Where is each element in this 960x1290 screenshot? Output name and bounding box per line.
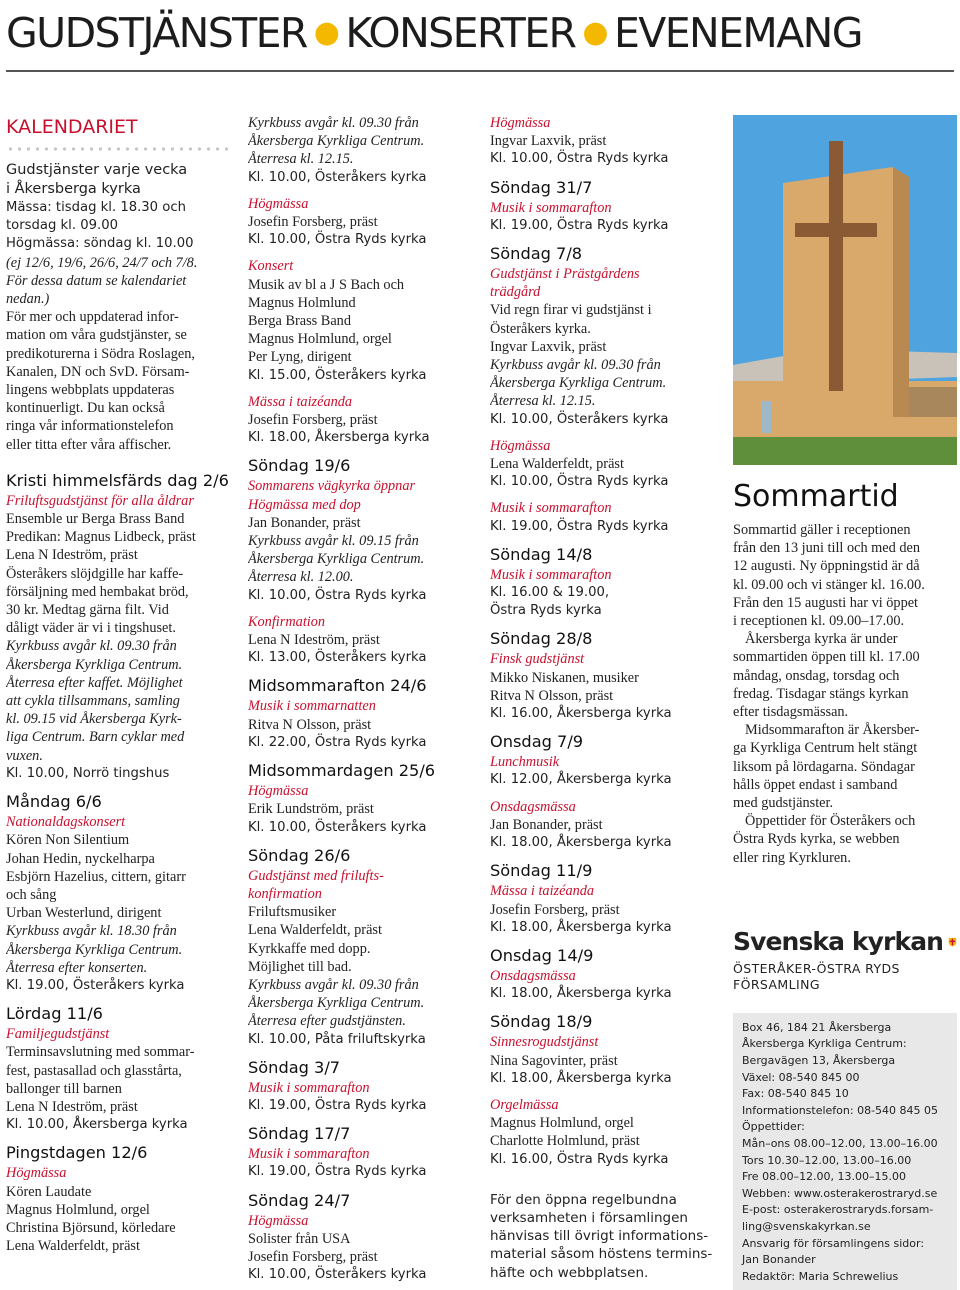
event-title: Gudstjänst i Prästgårdens (490, 266, 640, 283)
parish-name (733, 961, 957, 993)
event-title: Musik i sommarafton (248, 1079, 370, 1096)
line: kontinuerligt. Du kan också (6, 400, 165, 417)
event-title: Högmässa (248, 195, 309, 212)
line: Fax: 08-540 845 10 (742, 1087, 849, 1101)
event-detail: Ritva N Olsson, präst (490, 687, 614, 704)
weekly-services (6, 199, 232, 454)
event-detail: att cykla tillsammans, samling (6, 693, 180, 710)
event-time-place: Kl. 13.00, Österåkers kyrka (248, 650, 427, 666)
contact-box (733, 1013, 957, 1290)
event-detail: försäljning med hembakat bröd, (6, 583, 189, 600)
event-title: Onsdagsmässa (490, 967, 576, 984)
line: ga Kyrkliga Centrum helt stängt (733, 740, 918, 757)
event-time-place: Kl. 18.00, Åkersberga kyrka (248, 430, 430, 446)
event-detail: Återresa efter kaffet. Möjlighet (6, 674, 183, 691)
event-detail: Josefin Forsberg, präst (248, 214, 378, 231)
event-detail: Friluftsmusiker (248, 904, 337, 921)
event-date-heading: Onsdag 7/9 (490, 732, 584, 752)
event-entry (248, 760, 474, 837)
event-detail: Lena N Ideström, präst (248, 632, 380, 649)
email-link[interactable]: E-post: osterakerostraryds.forsam- (742, 1203, 934, 1217)
event-detail: Magnus Holmlund, orgel (6, 1201, 150, 1218)
masthead (6, 4, 956, 68)
event-entry (6, 470, 232, 783)
event-title: Orgelmässa (490, 1096, 559, 1113)
event-detail: Magnus Holmlund, orgel (490, 1115, 634, 1132)
event-title: Musik i sommarnatten (248, 698, 376, 715)
event-entry (490, 177, 716, 235)
event-detail: Jan Bonander, präst (248, 514, 361, 531)
line: För den öppna regelbundna (490, 1191, 677, 1208)
event-title: Högmässa (248, 1212, 309, 1229)
event-entry (490, 1011, 716, 1088)
line: sommartiden öppen till kl. 17.00 (733, 649, 920, 666)
event-detail: Åkersberga Kyrkliga Centrum. (490, 375, 667, 392)
weekly-services-heading (6, 161, 232, 199)
sommartid-title: Sommartid (733, 479, 899, 514)
line: torsdag kl. 09.00 (6, 218, 118, 234)
event-detail: Åkersberga Kyrkliga Centrum. (6, 941, 183, 958)
event-date-heading: Pingstdagen 12/6 (6, 1143, 148, 1163)
event-time-place: Kl. 19.00, Östra Ryds kyrka (248, 1164, 427, 1180)
event-entry (248, 393, 474, 448)
event-entry (6, 791, 232, 995)
event-date-heading: Måndag 6/6 (6, 792, 102, 812)
line: liksom på lördagarna. Söndagar (733, 758, 915, 775)
church-photo-image (733, 115, 957, 465)
event-time-place: Kl. 16.00, Åkersberga kyrka (490, 706, 672, 722)
event-time-place: Kl. 10.00, Norrö tingshus (6, 765, 170, 781)
event-date-heading: Midsommarafton 24/6 (248, 676, 427, 696)
lawn (733, 433, 957, 465)
event-title: Högmässa (248, 783, 309, 800)
event-detail: Johan Hedin, nyckelharpa (6, 850, 155, 867)
svenska-kyrkan-logo (733, 927, 957, 993)
event-detail: Återresa kl. 12.15. (490, 393, 596, 410)
event-entry (490, 544, 716, 621)
kalendariet-title: KALENDARIET (6, 116, 138, 138)
event-detail: Ritva N Olsson, präst (248, 716, 372, 733)
event-entry (490, 731, 716, 789)
event-entry (490, 114, 716, 169)
event-time-place: Kl. 10.00, Påta friluftskyrka (248, 1031, 426, 1047)
line: i receptionen kl. 09.00–17.00. (733, 613, 905, 630)
church-photo (733, 115, 957, 465)
line: Box 46, 184 21 Åkersberga (742, 1020, 892, 1034)
event-title: Musik i sommarafton (248, 1146, 370, 1163)
event-time-place: Kl. 10.00, Östra Ryds kyrka (490, 151, 669, 167)
line: Fre 08.00–12.00, 13.00–15.00 (742, 1170, 907, 1184)
bullet-icon: ● (582, 15, 607, 50)
event-detail: Musik av bl a J S Bach och (248, 276, 405, 293)
line: efter tisdagsmässan. (733, 704, 849, 721)
event-detail: Åkersberga Kyrkliga Centrum. (248, 551, 425, 568)
event-detail: Kyrkkaffe med dopp. (248, 940, 371, 957)
event-detail: Magnus Holmlund (248, 294, 356, 311)
line: Öppettider för Österåkers och (745, 813, 916, 830)
event-detail: Åkersberga Kyrkliga Centrum. (248, 133, 425, 150)
line: Midsommarafton är Åkersber- (745, 722, 920, 739)
event-entry (248, 845, 474, 1049)
event-detail: Nina Sagovinter, präst (490, 1052, 618, 1069)
event-detail: Magnus Holmlund, orgel (248, 331, 392, 348)
event-entry (6, 1142, 232, 1255)
event-date-heading: Söndag 18/9 (490, 1012, 593, 1032)
sommartid-text (733, 521, 957, 867)
line: måndag, onsdag, torsdag och (733, 667, 900, 684)
event-detail: Charlotte Holmlund, präst (490, 1133, 640, 1150)
event-title: Mässa i taizéanda (248, 393, 353, 410)
event-detail: Lena N Ideström, präst (6, 547, 138, 564)
dotted-divider (6, 147, 228, 151)
line: mation om våra gudstjänster, se (6, 327, 187, 344)
event-detail: Urban Westerlund, dirigent (6, 905, 162, 922)
event-date-heading: Söndag 17/7 (248, 1124, 351, 1144)
event-time-place: Kl. 19.00, Östra Ryds kyrka (248, 1097, 427, 1113)
line: hänvisas till övrigt informations- (490, 1228, 709, 1245)
event-detail: Kyrkbuss avgår kl. 09.30 från (248, 976, 419, 993)
tower-side (893, 167, 909, 417)
event-date-heading: Söndag 31/7 (490, 177, 593, 197)
event-detail: Österåkers kyrka. (490, 320, 591, 337)
line: Redaktör: Maria Schrewelius (742, 1269, 899, 1283)
event-detail: Kyrkbuss avgår kl. 18.30 från (6, 923, 177, 940)
event-entry (490, 798, 716, 853)
event-entry (248, 613, 474, 668)
event-entry (248, 1057, 474, 1115)
line: eller ring Kyrkluren. (733, 849, 851, 866)
event-title: Högmässa (490, 437, 551, 454)
event-detail: Ingvar Laxvik, präst (490, 133, 607, 150)
event-date-heading: Onsdag 14/9 (490, 945, 594, 965)
event-entry (248, 455, 474, 604)
masthead-word: EVENEMANG (614, 9, 862, 57)
event-detail: Berga Brass Band (248, 313, 351, 330)
event-detail: Återresa efter gudstjänsten. (248, 1013, 406, 1030)
line: (ej 12/6, 19/6, 26/6, 24/7 och 7/8. (6, 254, 198, 271)
event-title: Musik i sommarafton (490, 500, 612, 517)
event-detail: Josefin Forsberg, präst (490, 901, 620, 918)
line: häfte och webbplatsen. (490, 1264, 649, 1281)
event-time-place: Kl. 10.00, Österåkers kyrka (490, 411, 669, 427)
event-time-place: Kl. 19.00, Östra Ryds kyrka (490, 217, 669, 233)
event-detail: och sång (6, 886, 57, 903)
event-entry (490, 1096, 716, 1169)
event-detail: fest, pastasallad och glasstårta, (6, 1062, 182, 1079)
event-detail: Per Lyng, dirigent (248, 349, 352, 366)
line: lingens webbplats uppdateras (6, 382, 175, 399)
line: predikoturerna i Södra Roslagen, (6, 345, 195, 362)
line: 12 augusti. Ny öppningstid är då (733, 558, 920, 575)
event-detail: Ingvar Laxvik, präst (490, 338, 607, 355)
cross-bar (795, 223, 877, 237)
event-title: Nationaldagskonsert (6, 814, 126, 831)
event-time-place: Kl. 10.00, Östra Ryds kyrka (248, 232, 427, 248)
line: Tors 10.30–12.00, 13.00–16.00 (742, 1153, 912, 1167)
event-title: Musik i sommarafton (490, 199, 612, 216)
event-time-place: Kl. 16.00 & 19.00, (490, 585, 610, 601)
event-time-place: Kl. 18.00, Åkersberga kyrka (490, 1070, 672, 1086)
figure (761, 401, 771, 433)
line: Från den 15 augusti har vi öppet (733, 594, 919, 611)
event-detail: Jan Bonander, präst (490, 816, 603, 833)
line: För dessa datum se kalendariet (6, 272, 187, 289)
column-4 (733, 115, 957, 1290)
line: Öppettider: (742, 1120, 805, 1134)
event-detail: Österåkers slöjdgille har kaffe- (6, 565, 184, 582)
event-detail: Möjlighet till bad. (248, 958, 352, 975)
event-list (490, 114, 716, 1169)
event-title: Gudstjänst med frilufts- (248, 867, 384, 884)
line: fredag. Tisdagar stängs kyrkan (733, 685, 909, 702)
event-date-heading: Lördag 11/6 (6, 1004, 103, 1024)
event-entry (248, 1123, 474, 1181)
event-date-heading: Söndag 14/8 (490, 544, 593, 564)
event-title: Onsdagsmässa (490, 798, 576, 815)
line: Ansvarig för församlingens sidor: (742, 1236, 925, 1250)
masthead-divider (6, 70, 954, 72)
event-detail: kl. 09.15 vid Åkersberga Kyrk- (6, 711, 182, 728)
line: Östra Ryds kyrka, se webben (733, 831, 900, 848)
event-detail: Kören Non Silentium (6, 832, 130, 849)
event-time-place: Kl. 15.00, Österåkers kyrka (248, 367, 427, 383)
event-date-heading: Söndag 24/7 (248, 1190, 351, 1210)
event-detail: Esbjörn Hazelius, cittern, gitarr (6, 868, 186, 885)
event-detail: Lena N Ideström, präst (6, 1098, 138, 1115)
event-time-place: Kl. 18.00, Åkersberga kyrka (490, 835, 672, 851)
event-detail: Återresa kl. 12.00. (248, 569, 354, 586)
line: Högmässa: söndag kl. 10.00 (6, 236, 194, 252)
line: Åkersberga Kyrkliga Centrum: (742, 1037, 907, 1051)
event-time-place: Kl. 10.00, Österåkers kyrka (248, 819, 427, 835)
event-time-place: Kl. 19.00, Österåkers kyrka (6, 977, 185, 993)
event-time-place: Kl. 19.00, Östra Ryds kyrka (490, 518, 669, 534)
event-time-place: Östra Ryds kyrka (490, 603, 602, 619)
event-detail: Ensemble ur Berga Brass Band (6, 511, 185, 528)
line: nedan.) (6, 291, 50, 308)
event-detail: dåligt väder är vi i tingshuset. (6, 620, 176, 637)
event-title: Familjegudstjänst (6, 1026, 110, 1043)
bullet-icon: ● (313, 15, 339, 50)
event-detail: Kyrkbuss avgår kl. 09.30 från (490, 357, 661, 374)
event-detail: Kyrkbuss avgår kl. 09.30 från (248, 115, 419, 131)
event-detail: Åkersberga Kyrkliga Centrum. (248, 995, 425, 1012)
event-time-place: Kl. 10.00, Östra Ryds kyrka (490, 474, 669, 490)
column-2 (248, 114, 474, 1284)
event-title: trädgård (490, 284, 541, 301)
event-date-heading: Söndag 26/6 (248, 845, 351, 865)
event-detail: Josefin Forsberg, präst (248, 412, 378, 429)
event-date-heading: Söndag 7/8 (490, 244, 583, 264)
event-detail: Christina Björsund, körledare (6, 1219, 176, 1236)
logo-wordmark: Svenska kyrkan (733, 926, 944, 956)
line: ringa vår informationstelefon (6, 418, 174, 435)
column-3 (490, 114, 716, 1282)
event-detail: Lena Walderfeldt, präst (248, 922, 382, 939)
event-entry (490, 437, 716, 492)
line: Mässa: tisdag kl. 18.30 och (6, 200, 186, 215)
line: Sommartid gäller i receptionen (733, 522, 911, 538)
event-date-heading: Midsommardagen 25/6 (248, 761, 436, 781)
line: Bergavägen 13, Åkersberga (742, 1054, 896, 1068)
event-date-heading: Söndag 3/7 (248, 1057, 341, 1077)
event-entry (6, 1003, 232, 1134)
event-detail: liga Centrum. Barn cyklar med (6, 729, 185, 746)
event-title: Högmässa (490, 115, 551, 131)
crown-cross-icon (948, 928, 957, 956)
event-entry (248, 675, 474, 752)
line: hålls öppet endast i samband (733, 776, 898, 793)
event-entry (248, 257, 474, 384)
masthead-word: GUDSTJÄNSTER (6, 9, 307, 57)
line: ÖSTERÅKER-ÖSTRA RYDS (733, 960, 900, 976)
event-title: Sommarens vägkyrka öppnar (248, 478, 416, 495)
event-title: Högmässa med dop (248, 496, 361, 513)
event-time-place: Kl. 22.00, Östra Ryds kyrka (248, 734, 427, 750)
event-detail: Predikan: Magnus Lidbeck, präst (6, 529, 196, 546)
event-detail: Solister från USA (248, 1230, 351, 1247)
event-time-place: Kl. 12.00, Åkersberga kyrka (490, 772, 672, 788)
line: Växel: 08-540 845 00 (742, 1070, 860, 1084)
event-time-place: Kl. 10.00, Åkersberga kyrka (6, 1117, 188, 1133)
event-title: konfirmation (248, 885, 322, 902)
event-entry (490, 628, 716, 723)
event-detail: Åkersberga Kyrkliga Centrum. (6, 656, 183, 673)
event-title: Finsk gudstjänst (490, 651, 585, 668)
website-link[interactable]: Webben: www.osterakerostraryd.se (742, 1186, 938, 1200)
line: Kanalen, DN och SvD. Försam- (6, 363, 190, 380)
event-entry (490, 243, 716, 429)
event-list (6, 470, 232, 1256)
event-title: Konfirmation (248, 613, 326, 630)
event-title: Högmässa (6, 1165, 67, 1182)
event-detail: Erik Lundström, präst (248, 801, 374, 818)
line: verksamheten i församlingen (490, 1209, 688, 1226)
event-detail: Kyrkbuss avgår kl. 09.15 från (248, 533, 419, 550)
event-title: Lunchmusik (490, 754, 560, 771)
line: Mån–ons 08.00–12.00, 13.00–16.00 (742, 1137, 938, 1151)
info-note (490, 1191, 716, 1282)
event-detail: 30 kr. Medtag gärna filt. Vid (6, 602, 169, 619)
event-list (248, 114, 474, 1284)
cross-icon (829, 141, 843, 391)
event-detail: Lena Walderfeldt, präst (6, 1238, 140, 1255)
event-date-heading: Kristi himmelsfärds dag 2/6 (6, 470, 229, 490)
line: FÖRSAMLING (733, 976, 820, 992)
event-time-place: Kl. 10.00, Österåkers kyrka (248, 1267, 427, 1283)
heading-line: Gudstjänster varje vecka (6, 162, 188, 178)
event-entry (490, 860, 716, 937)
event-time-place: Kl. 10.00, Österåkers kyrka (248, 169, 427, 185)
event-time-place: Kl. 16.00, Östra Ryds kyrka (490, 1151, 669, 1167)
event-time-place: Kl. 10.00, Östra Ryds kyrka (248, 587, 427, 603)
line: För mer och uppdaterad infor- (6, 309, 179, 326)
line: eller titta efter våra affischer. (6, 436, 172, 453)
line: kl. 09.00 och vi stänger kl. 16.00. (733, 576, 925, 593)
event-entry (248, 114, 474, 187)
line: med gudstjänster. (733, 795, 834, 812)
email-link[interactable]: ling@svenskakyrkan.se (742, 1219, 871, 1233)
event-detail: Josefin Forsberg, präst (248, 1248, 378, 1265)
column-1 (6, 115, 232, 1255)
line: Informationstelefon: 08-540 845 05 (742, 1103, 939, 1117)
event-detail: Återresa efter konserten. (6, 959, 148, 976)
line: material såsom höstens termins- (490, 1246, 713, 1263)
event-date-heading: Söndag 19/6 (248, 456, 351, 476)
event-title: Musik i sommarafton (490, 566, 612, 583)
masthead-word: KONSERTER (345, 9, 576, 57)
event-date-heading: Söndag 28/8 (490, 629, 593, 649)
event-detail: Vid regn firar vi gudstjänst i (490, 302, 652, 319)
line: Åkersberga kyrka är under (745, 631, 898, 648)
event-entry (248, 195, 474, 250)
event-title: Sinnesrogudstjänst (490, 1034, 599, 1051)
event-entry (248, 1190, 474, 1285)
event-detail: Kören Laudate (6, 1183, 92, 1200)
event-detail: ballonger till barnen (6, 1080, 122, 1097)
event-detail: Mikko Niskanen, musiker (490, 669, 639, 686)
event-title: Mässa i taizéanda (490, 883, 595, 900)
event-detail: Terminsavslutning med sommar- (6, 1044, 195, 1061)
line: från den 13 juni till och med den (733, 540, 921, 557)
event-detail: vuxen. (6, 747, 43, 764)
event-detail: Lena Walderfeldt, präst (490, 456, 624, 473)
event-entry (490, 499, 716, 535)
event-entry (490, 945, 716, 1003)
line: Jan Bonander (742, 1253, 816, 1267)
event-detail: Återresa kl. 12.15. (248, 151, 354, 168)
event-detail: Kyrkbuss avgår kl. 09.30 från (6, 638, 177, 655)
event-time-place: Kl. 18.00, Åkersberga kyrka (490, 986, 672, 1002)
event-time-place: Kl. 18.00, Åkersberga kyrka (490, 919, 672, 935)
heading-line: i Åkersberga kyrka (6, 181, 141, 197)
event-title: Konsert (248, 258, 294, 275)
event-date-heading: Söndag 11/9 (490, 861, 593, 881)
event-title: Friluftsgudstjänst för alla åldrar (6, 492, 194, 509)
